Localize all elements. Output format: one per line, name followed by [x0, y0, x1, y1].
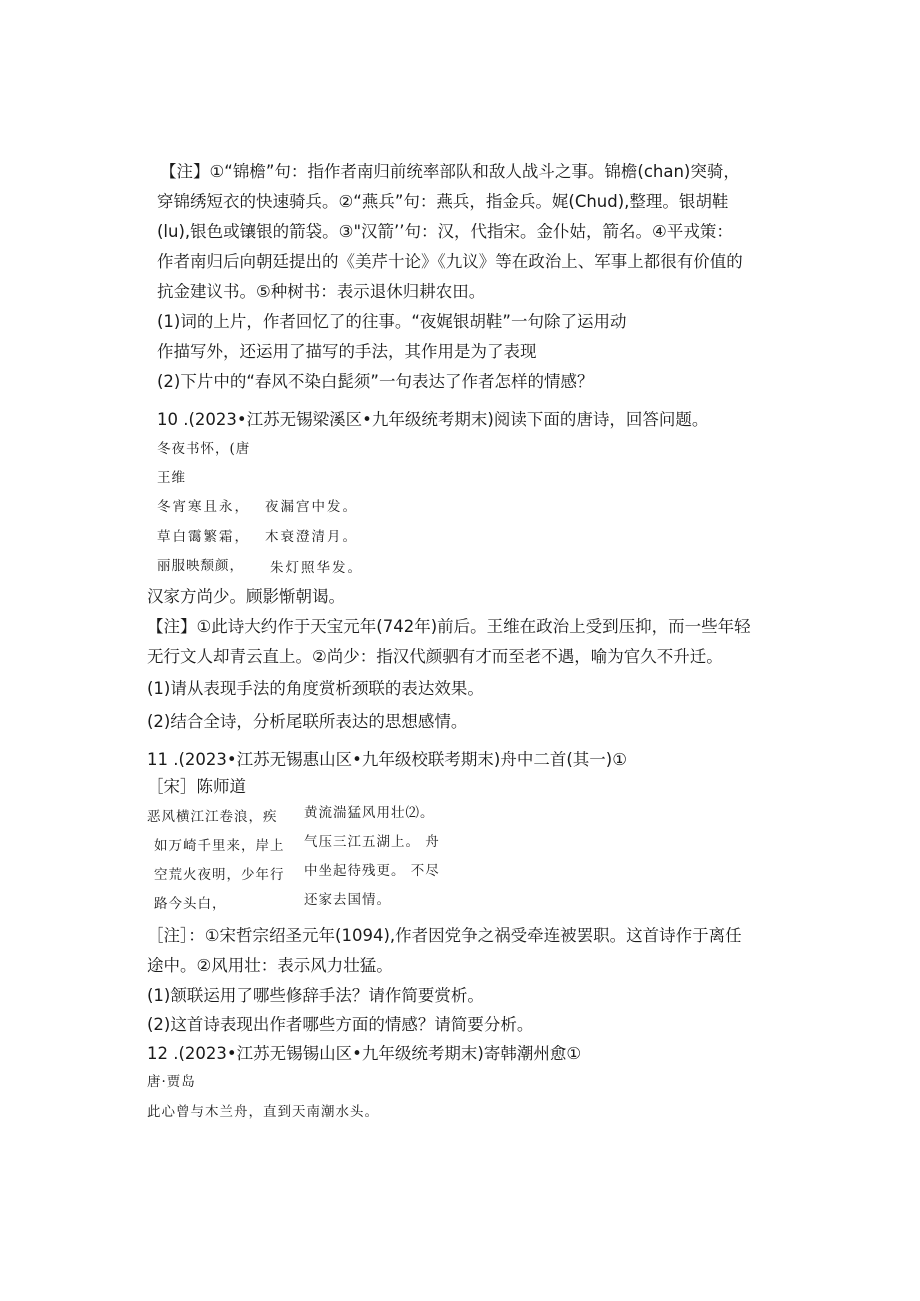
poem-author: ［宋］陈师道 [147, 777, 246, 796]
poem-line: 丽服映颓颜， [157, 558, 244, 574]
question-header: 10 .(2023•江苏无锡梁溪区•九年级统考期末)阅读下面的唐诗，回答问题。 [157, 410, 709, 429]
question-header: 12 .(2023•江苏无锡锡山区•九年级统考期末)寄韩潮州愈① [147, 1044, 582, 1063]
sub-question: 作描写外，还运用了描写的手法，其作用是为了表现 [157, 342, 537, 361]
poem-line: 黄流湍猛风用壮⑵。 [304, 805, 435, 821]
note-line: 途中。②风用壮：表示风力壮猛。 [147, 956, 393, 975]
note-line: 作者南归后向朝廷提出的《美芹十论》《九议》等在政治上、军事上都很有价值的 [157, 252, 743, 271]
note-line: 抗金建议书。⑤种树书：表示退休归耕农田。 [157, 282, 486, 301]
note-line: ［注］：①宋哲宗绍圣元年(1094),作者因党争之祸受牵连被罢职。这首诗作于离任 [147, 926, 742, 945]
poem-line: 木衰澄清月。 [265, 529, 358, 545]
poem-line: 夜漏宫中发。 [265, 499, 358, 515]
poem-author: 唐·贾岛 [147, 1074, 196, 1090]
poem-line: 还家去国情。 [304, 892, 391, 908]
poem-line: 如万崎千里来，岸上 [154, 838, 285, 854]
poem-line: 冬宵寒且永， [157, 499, 250, 515]
question-header: 11 .(2023•江苏无锡惠山区•九年级校联考期末)舟中二首(其一)① [147, 750, 627, 769]
sub-question: (2)下片中的“春风不染白髭须”一句表达了作者怎样的情感？ [157, 372, 594, 391]
note-line: 【注】①此诗大约作于天宝元年(742年)前后。王维在政治上受到压抑，而一些年轻 [147, 617, 751, 636]
sub-question: (2)结合全诗，分析尾联所表达的思想感情。 [147, 712, 468, 731]
note-line: 穿锦绣短衣的快速骑兵。②“燕兵”句：燕兵，指金兵。娓(Chud),整理。银胡鞋 [157, 192, 729, 211]
poem-line: 汉家方尚少。顾影惭朝谒。 [147, 587, 345, 606]
poem-line: 路今头白， [154, 896, 227, 912]
note-line: (lu),银色或镶银的箭袋。③"汉箭’’句：汉，代指宋。金仆姑，箭名。④平戎策： [157, 222, 733, 241]
sub-question: (2)这首诗表现出作者哪些方面的情感？请简要分析。 [147, 1015, 534, 1034]
poem-author: 王维 [157, 470, 186, 486]
poem-line: 此心曾与木兰舟，直到天南潮水头。 [147, 1104, 379, 1120]
note-line: 无行文人却青云直上。②尚少：指汉代颜驷有才而至老不遇，喻为官久不升迁。 [147, 647, 723, 666]
sub-question: (1)请从表现手法的角度赏析颈联的表达效果。 [147, 679, 484, 698]
poem-line: 空荒火夜明，少年行 [154, 867, 285, 883]
poem-title: 冬夜书怀，(唐 [157, 441, 251, 457]
sub-question: (1)颔联运用了哪些修辞手法？请作简要赏析。 [147, 986, 484, 1005]
poem-line: 气压三江五湖上。 舟 [304, 834, 440, 850]
note-line: 【注】①“锦檐”句：指作者南归前统率部队和敌人战斗之事。锦檐(chan)突骑， [160, 162, 740, 181]
poem-line: 中坐起待残更。 不尽 [304, 863, 440, 879]
poem-line: 草白霭繁霜， [157, 529, 250, 545]
poem-line: 朱灯照华发。 [270, 560, 363, 576]
poem-line: 恶风横江江卷浪，疾 [147, 809, 278, 825]
sub-question: (1)词的上片，作者回忆了的往事。“夜娓银胡鞋”一句除了运用动 [157, 312, 627, 331]
